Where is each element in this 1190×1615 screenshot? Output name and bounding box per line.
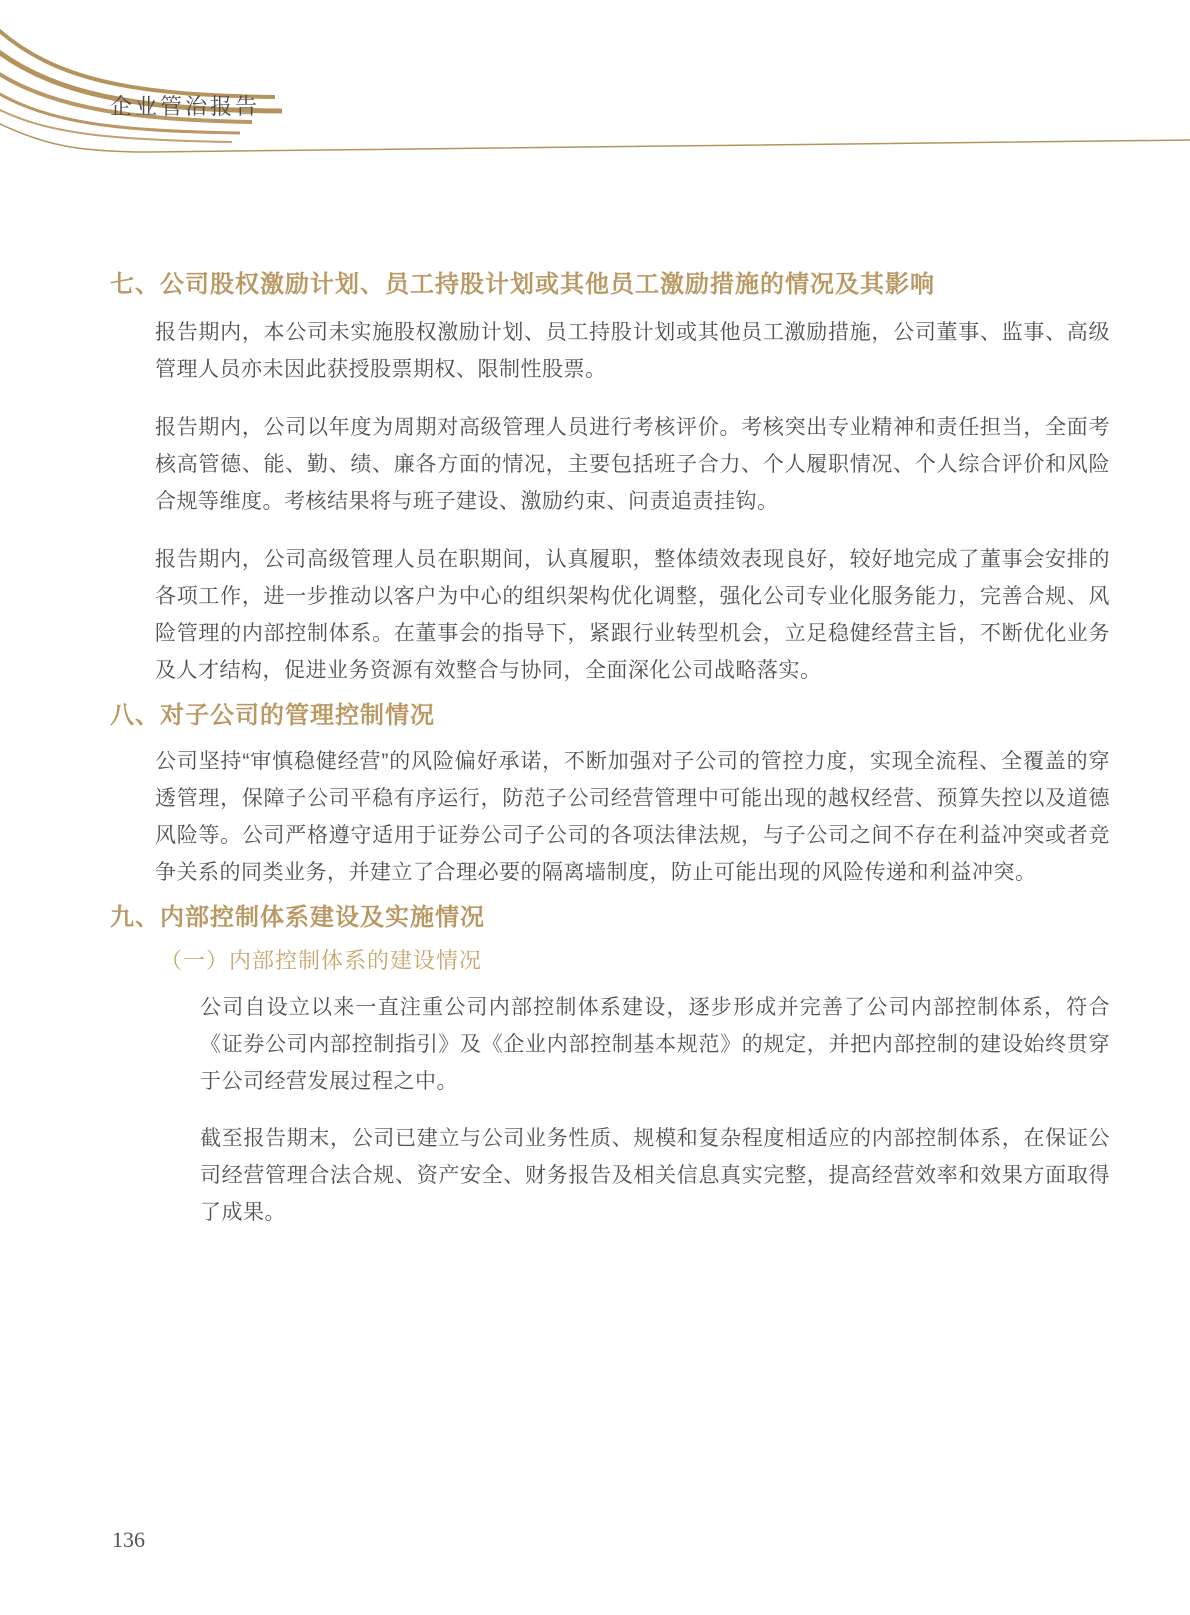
section-7-paragraph-2: 报告期内，公司以年度为周期对高级管理人员进行考核评价。考核突出专业精神和责任担当，全面考核高管德、能、勤、绩、廉各方面的情况，主要包括班子合力、个人履职情况、个人综合评价和风险合规等维度。考核结果将与班子建设、激励约束、问责追责挂钩。 — [155, 416, 1110, 513]
section-7-heading: 七、公司股权激励计划、员工持股计划或其他员工激励措施的情况及其影响 — [110, 271, 935, 298]
section-8-heading: 八、对子公司的管理控制情况 — [110, 702, 435, 729]
section-7-paragraph-1: 报告期内，本公司未实施股权激励计划、员工持股计划或其他员工激励措施，公司董事、监事、高级管理人员亦未因此获授股票期权、限制性股票。 — [155, 321, 1110, 381]
section-7-paragraph-3: 报告期内，公司高级管理人员在职期间，认真履职，整体绩效表现良好，较好地完成了董事会安排的各项工作，进一步推动以客户为中心的组织架构优化调整，强化公司专业化服务能力，完善合规、风险管理的内部控制体系。在董事会的指导下，紧跟行业转型机会，立足稳健经营主旨，不断优化业务及人才结构，促进业务资源有效整合与协同，全面深化公司战略落实。 — [155, 548, 1110, 682]
subsection-9-1-paragraph-2: 截至报告期末，公司已建立与公司业务性质、规模和复杂程度相适应的内部控制体系，在保证公司经营管理合法合规、资产安全、财务报告及相关信息真实完整，提高经营效率和效果方面取得了成果。 — [200, 1127, 1110, 1224]
subsection-9-1-paragraph-1: 公司自设立以来一直注重公司内部控制体系建设，逐步形成并完善了公司内部控制体系，符合《证券公司内部控制指引》及《企业内部控制基本规范》的规定，并把内部控制的建设始终贯穿于公司经营发展过程之中。 — [200, 996, 1110, 1093]
subsection-9-1-heading: （一）内部控制体系的建设情况 — [160, 948, 483, 973]
report-chapter-title: 企业管治报告 — [110, 94, 261, 119]
section-9-heading: 九、内部控制体系建设及实施情况 — [110, 904, 485, 931]
section-8-paragraph-1: 公司坚持“审慎稳健经营”的风险偏好承诺，不断加强对子公司的管控力度，实现全流程、全覆盖的穿透管理，保障子公司平稳有序运行，防范子公司经营管理中可能出现的越权经营、预算失控以及道德风险等。公司严格遵守适用于证券公司子公司的各项法律法规，与子公司之间不存在利益冲突或者竞争关系的同类业务，并建立了合理必要的隔离墙制度，防止可能出现的风险传递和利益冲突。 — [155, 750, 1110, 884]
page-number: 136 — [112, 1527, 145, 1552]
